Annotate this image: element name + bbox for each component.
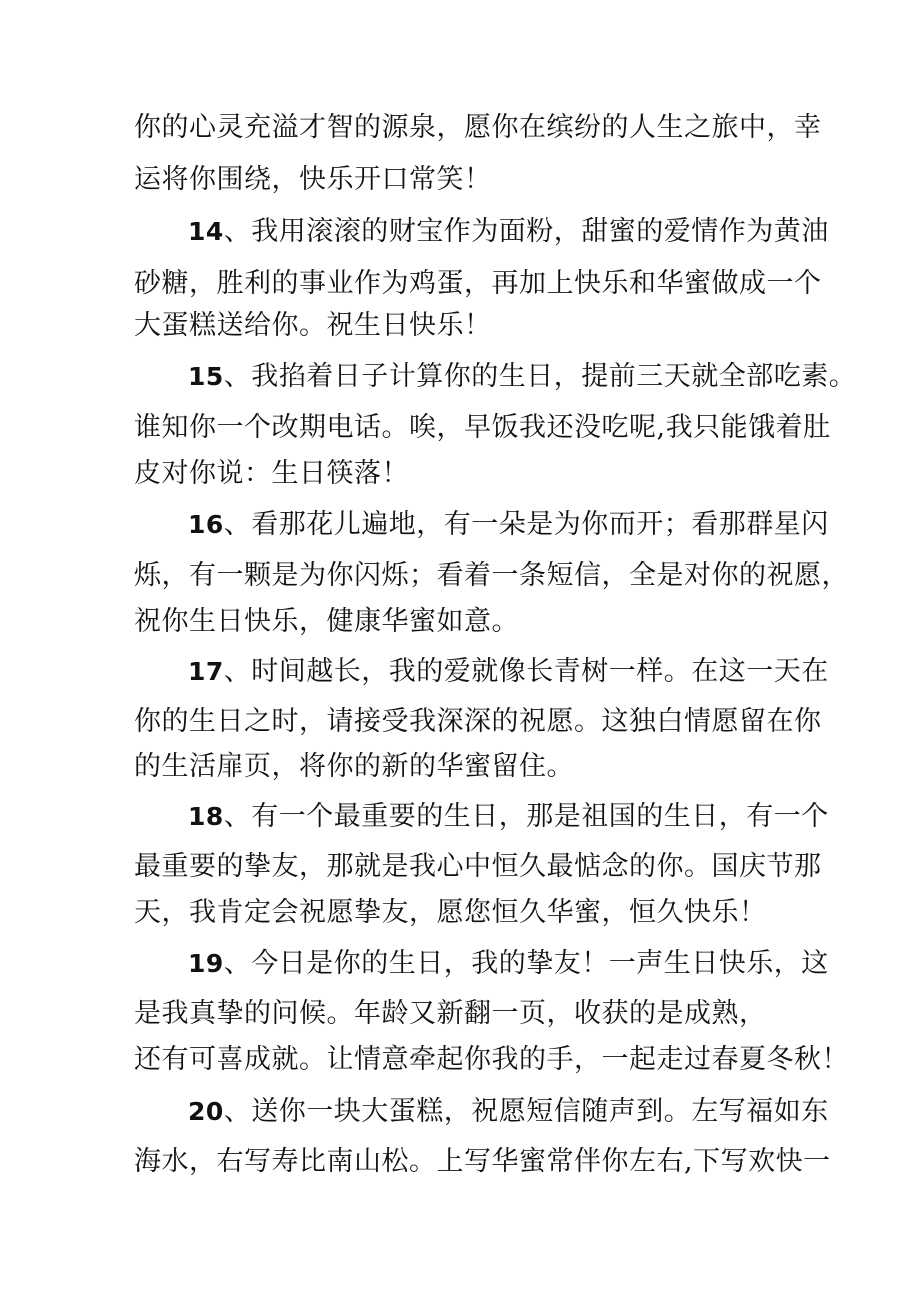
item-20-line-2: 海水，右写寿比南山松。上写华蜜常伴你左右,下写欢快一 [134,1146,831,1177]
item-18-line-3: 天，我肯定会祝愿挚友，愿您恒久华蜜，恒久快乐！ [134,897,767,928]
item-17-line-1 [188,652,829,692]
item-19-line-2: 是我真挚的问候。年龄又新翻一页，收获的是成熟， [134,998,767,1029]
item-number: 18 [188,802,224,831]
item-18-line-1 [188,797,829,837]
item-19-line-3: 还有可喜成就。让情意牵起你我的手，一起走过春夏冬秋！ [134,1044,849,1075]
item-15-line-2: 谁知你一个改期电话。唉，早饭我还没吃呢,我只能饿着肚 [134,412,831,443]
intro-line-1: 你的心灵充溢才智的源泉，愿你在缤纷的人生之旅中，幸 [134,112,822,143]
item-number: 20 [188,1097,224,1126]
item-text: 、送你一块大蛋糕，祝愿短信随声到。左写福如东 [223,1096,829,1127]
item-15-line-3: 皮对你说：生日筷落！ [134,458,409,489]
item-16-line-1 [188,505,829,545]
item-number: 16 [188,510,224,539]
item-number: 15 [188,362,224,391]
item-number: 14 [188,217,224,246]
item-19-line-1 [188,944,829,984]
item-text: 、看那花儿遍地，有一朵是为你而开；看那群星闪 [223,509,829,540]
item-18-line-2: 最重要的挚友，那就是我心中恒久最惦念的你。国庆节那 [134,851,822,882]
item-15-line-1 [188,357,856,397]
item-number: 17 [188,657,224,686]
item-text: 、今日是你的生日，我的挚友！一声生日快乐，这 [223,948,829,979]
item-17-line-2: 你的生日之时，请接受我深深的祝愿。这独白情愿留在你 [134,706,822,737]
item-text: 、时间越长，我的爱就像长青树一样。在这一天在 [223,656,829,687]
item-number: 19 [188,949,224,978]
item-text: 、有一个最重要的生日，那是祖国的生日，有一个 [223,801,829,832]
item-16-line-3: 祝你生日快乐，健康华蜜如意。 [134,606,519,637]
item-text: 、我用滚滚的财宝作为面粉，甜蜜的爱情作为黄油 [223,216,829,247]
item-14-line-2: 砂糖，胜利的事业作为鸡蛋，再加上快乐和华蜜做成一个 [134,268,822,299]
item-16-line-2: 烁，有一颗是为你闪烁；看着一条短信，全是对你的祝愿， [134,560,849,591]
item-20-line-1 [188,1092,829,1132]
item-14-line-1 [188,212,829,252]
item-text: 、我掐着日子计算你的生日，提前三天就全部吃素。 [223,361,857,392]
item-14-line-3: 大蛋糕送给你。祝生日快乐！ [134,310,492,341]
item-17-line-3: 的生活扉页，将你的新的华蜜留住。 [134,751,574,782]
intro-line-2: 运将你围绕，快乐开口常笑！ [134,164,492,195]
